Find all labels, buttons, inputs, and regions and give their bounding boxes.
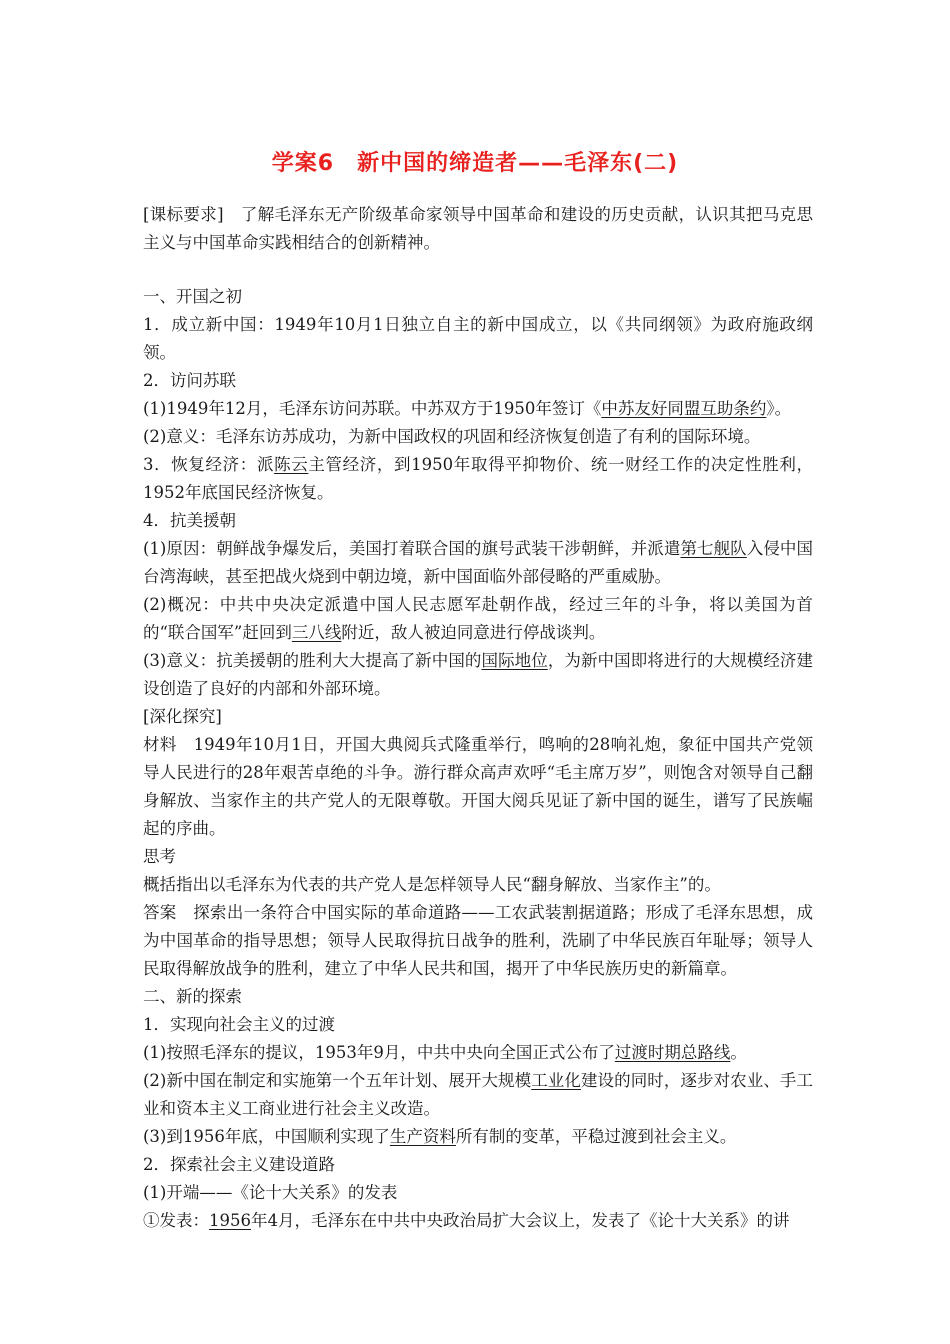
subheading: 2．访问苏联	[143, 371, 236, 390]
text: 附近，敌人被迫同意进行停战谈判。	[341, 623, 606, 642]
paragraph	[143, 395, 813, 423]
section-heading: 一、开国之初	[143, 287, 242, 306]
subheading: 思考	[143, 847, 176, 866]
subheading: 4．抗美援朝	[143, 511, 236, 530]
text: (3)意义：抗美援朝的胜利大大提高了新中国的	[143, 651, 482, 670]
paragraph	[143, 1207, 813, 1235]
text: 主管经济，到1950年取得平抑物价、统一财经工作的决定性胜利，1952年底国民经济恢复。	[143, 455, 814, 502]
paragraph	[143, 535, 813, 591]
paragraph: 材料 1949年10月1日，开国大典阅兵式隆重举行，鸣响的28响礼炮，象征中国共产党领导人民进行的28年艰苦卓绝的斗争。游行群众高声欢呼“毛主席万岁”，则饱含对领导自己翻身解放、当家作主的共产党人的无限尊敬。开国大阅兵见证了新中国的诞生，谱写了民族崛起的序曲。	[143, 735, 813, 838]
curriculum-requirement: [课标要求] 了解毛泽东无产阶级革命家领导中国革命和建设的历史贡献，认识其把马克思主义与中国革命实践相结合的创新精神。	[143, 205, 813, 252]
text: (1)原因：朝鲜战争爆发后，美国打着联合国的旗号武装干涉朝鲜，并派遣	[143, 539, 681, 558]
paragraph: 1．成立新中国：1949年10月1日独立自主的新中国成立，以《共同纲领》为政府施政纲领。	[143, 315, 813, 362]
subheading: [深化探究]	[143, 707, 222, 726]
answer-paragraph: 答案 探索出一条符合中国实际的革命道路——工农武装割据道路；形成了毛泽东思想，成为中国革命的指导思想；领导人民取得抗日战争的胜利，洗刷了中华民族百年耻辱；领导人民取得解放战争的胜利，建立了中华人民共和国，揭开了中华民族历史的新篇章。	[143, 903, 813, 978]
document-body	[143, 201, 813, 1235]
paragraph: (2)意义：毛泽东访苏成功，为新中国政权的巩固和经济恢复创造了有利的国际环境。	[143, 427, 761, 446]
underlined-term: 生产资料	[389, 1127, 456, 1146]
paragraph: (1)开端——《论十大关系》的发表	[143, 1183, 398, 1202]
paragraph	[143, 451, 813, 507]
text: (3)到1956年底，中国顺利实现了	[143, 1127, 390, 1146]
paragraph	[143, 1039, 813, 1067]
paragraph	[143, 1123, 813, 1151]
underlined-term: 国际地位	[481, 651, 548, 670]
page-title: 学案6 新中国的缔造者——毛泽东(二)	[271, 151, 679, 176]
underlined-term: 第七舰队	[680, 539, 747, 558]
underlined-term: 过渡时期总路线	[614, 1043, 731, 1062]
paragraph	[143, 591, 813, 647]
text: (2)概况：中共中央决定派遣中国人民志愿军赴朝作战，经过三年的斗争，将以美国为首的“联合国军”赶回到	[143, 595, 813, 642]
underlined-term: 三八线	[291, 623, 342, 642]
paragraph: 概括指出以毛泽东为代表的共产党人是怎样领导人民“翻身解放、当家作主”的。	[143, 875, 721, 894]
text: 3．恢复经济：派	[143, 455, 275, 474]
text: 》。	[766, 399, 792, 418]
text: 入侵中国台湾海峡，甚至把战火烧到中朝边境，新中国面临外部侵略的严重威胁。	[143, 539, 814, 586]
text: (1)1949年12月，毛泽东访问苏联。中苏双方于1950年签订《	[143, 399, 602, 418]
paragraph	[143, 647, 813, 703]
text: (2)新中国在制定和实施第一个五年计划、展开大规模	[143, 1071, 532, 1090]
text: ，为新中国即将进行的大规模经济建设创造了良好的内部和外部环境。	[143, 651, 814, 698]
text: 建设的同时，逐步对农业、手工业和资本主义工商业进行社会主义改造。	[143, 1071, 814, 1118]
text: 所有制的变革，平稳过渡到社会主义。	[455, 1127, 737, 1146]
underlined-term: 中苏友好同盟互助条约	[601, 399, 767, 418]
underlined-term: 工业化	[531, 1071, 581, 1090]
subheading: 2．探索社会主义建设道路	[143, 1155, 335, 1174]
text: 年4月，毛泽东在中共中央政治局扩大会议上，发表了《论十大关系》的讲	[251, 1211, 790, 1230]
underlined-term: 陈云	[274, 455, 309, 474]
text: 。	[730, 1043, 747, 1062]
underlined-term: 1956	[209, 1211, 251, 1230]
subheading: 1．实现向社会主义的过渡	[143, 1015, 335, 1034]
text: ①发表：	[143, 1211, 209, 1230]
paragraph	[143, 1067, 813, 1123]
text: (1)按照毛泽东的提议，1953年9月，中共中央向全国正式公布了	[143, 1043, 615, 1062]
section-heading: 二、新的探索	[143, 987, 242, 1006]
